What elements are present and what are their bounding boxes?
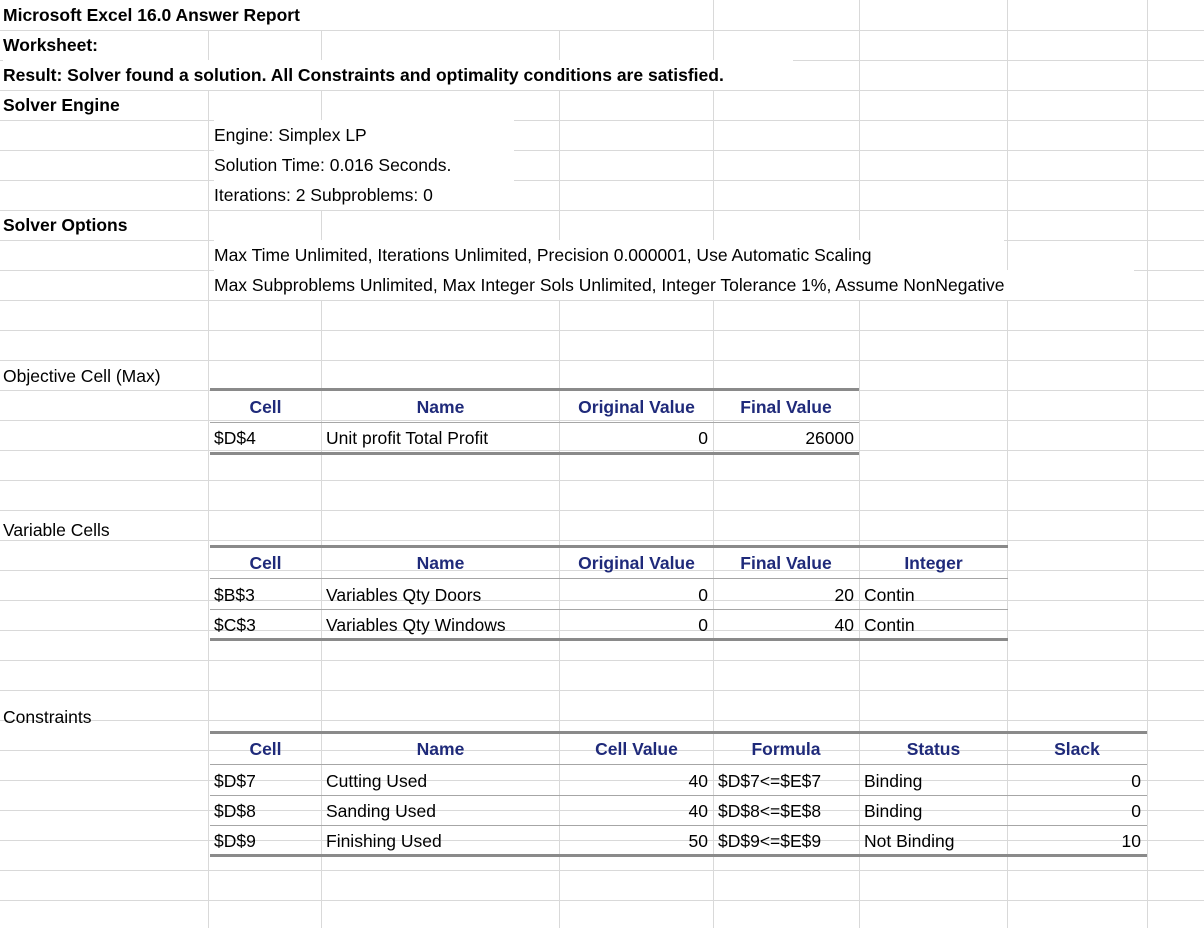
constraints-row-status[interactable]: Binding bbox=[864, 771, 923, 791]
variables-header-final[interactable]: Final Value bbox=[740, 553, 832, 573]
options-line-1[interactable]: Max Time Unlimited, Iterations Unlimited, Precision 0.000001, Use Automatic Scaling bbox=[214, 240, 1004, 270]
objective-top-border bbox=[210, 388, 859, 391]
grid-row-line bbox=[0, 660, 1204, 661]
objective-row-name[interactable]: Unit profit Total Profit bbox=[326, 428, 489, 448]
variables-row-integer[interactable]: Contin bbox=[864, 585, 915, 605]
solution-time[interactable]: Solution Time: 0.016 Seconds. bbox=[214, 150, 514, 180]
constraints-header-status[interactable]: Status bbox=[906, 739, 961, 759]
variables-row-integer[interactable]: Contin bbox=[864, 615, 915, 635]
constraints-row-name[interactable]: Finishing Used bbox=[326, 831, 442, 851]
constraints-header-underline bbox=[210, 764, 1147, 765]
constraints-header-slack[interactable]: Slack bbox=[1054, 739, 1100, 759]
objective-row-cell[interactable]: $D$4 bbox=[214, 428, 256, 448]
grid-column-line bbox=[713, 0, 714, 928]
objective-header-cell[interactable]: Cell bbox=[249, 397, 282, 417]
options-line-2[interactable]: Max Subproblems Unlimited, Max Integer Sols Unlimited, Integer Tolerance 1%, Assume NonNegative bbox=[214, 270, 1134, 300]
constraints-row-value[interactable]: 40 bbox=[688, 771, 708, 791]
variables-row-original[interactable]: 0 bbox=[698, 585, 708, 605]
variables-heading[interactable]: Variable Cells bbox=[3, 520, 110, 540]
variables-row-name[interactable]: Variables Qty Doors bbox=[326, 585, 482, 605]
grid-row-line bbox=[0, 480, 1204, 481]
objective-heading[interactable]: Objective Cell (Max) bbox=[3, 366, 161, 386]
constraints-bottom-border bbox=[210, 854, 1147, 857]
variables-header-underline bbox=[210, 578, 1008, 579]
constraints-heading[interactable]: Constraints bbox=[3, 707, 92, 727]
constraints-row-formula[interactable]: $D$7<=$E$7 bbox=[718, 771, 822, 791]
constraints-row-status[interactable]: Not Binding bbox=[864, 831, 955, 851]
constraints-row-cell[interactable]: $D$8 bbox=[214, 801, 256, 821]
grid-row-line bbox=[0, 900, 1204, 901]
objective-header-final[interactable]: Final Value bbox=[740, 397, 832, 417]
result-text[interactable]: Result: Solver found a solution. All Constraints and optimality conditions are satisfied. bbox=[3, 60, 793, 90]
constraints-header-name[interactable]: Name bbox=[416, 739, 465, 759]
grid-row-line bbox=[0, 300, 1204, 301]
constraints-row-slack[interactable]: 0 bbox=[1131, 771, 1141, 791]
objective-row-original[interactable]: 0 bbox=[698, 428, 708, 448]
objective-row-final[interactable]: 26000 bbox=[805, 428, 854, 448]
engine-type[interactable]: Engine: Simplex LP bbox=[214, 120, 514, 150]
grid-row-line bbox=[0, 690, 1204, 691]
constraints-row-slack[interactable]: 10 bbox=[1121, 831, 1141, 851]
grid-row-line bbox=[0, 120, 1204, 121]
variables-header-name[interactable]: Name bbox=[416, 553, 465, 573]
constraints-row-cell[interactable]: $D$9 bbox=[214, 831, 256, 851]
grid-row-line bbox=[0, 510, 1204, 511]
grid-row-line bbox=[0, 150, 1204, 151]
grid-column-line bbox=[859, 0, 860, 928]
constraints-row-slack[interactable]: 0 bbox=[1131, 801, 1141, 821]
variables-row-final[interactable]: 40 bbox=[834, 615, 854, 635]
constraints-row-formula[interactable]: $D$9<=$E$9 bbox=[718, 831, 822, 851]
variables-row-cell[interactable]: $C$3 bbox=[214, 615, 256, 635]
grid-column-line bbox=[1147, 0, 1148, 928]
variables-row-name[interactable]: Variables Qty Windows bbox=[326, 615, 506, 635]
objective-bottom-border bbox=[210, 452, 859, 455]
objective-header-original[interactable]: Original Value bbox=[578, 397, 695, 417]
solver-engine-heading[interactable]: Solver Engine bbox=[3, 95, 120, 115]
grid-row-line bbox=[0, 330, 1204, 331]
constraints-row-name[interactable]: Cutting Used bbox=[326, 771, 428, 791]
grid-row-line bbox=[0, 180, 1204, 181]
variables-header-integer[interactable]: Integer bbox=[904, 553, 963, 573]
report-title[interactable]: Microsoft Excel 16.0 Answer Report bbox=[3, 0, 563, 30]
variables-header-cell[interactable]: Cell bbox=[249, 553, 282, 573]
constraints-row-name[interactable]: Sanding Used bbox=[326, 801, 436, 821]
constraints-header-formula[interactable]: Formula bbox=[751, 739, 821, 759]
variables-row-final[interactable]: 20 bbox=[834, 585, 854, 605]
constraints-row-status[interactable]: Binding bbox=[864, 801, 923, 821]
constraints-row-formula[interactable]: $D$8<=$E$8 bbox=[718, 801, 822, 821]
worksheet-label[interactable]: Worksheet: bbox=[3, 35, 98, 55]
variables-row-cell[interactable]: $B$3 bbox=[214, 585, 255, 605]
variables-header-original[interactable]: Original Value bbox=[578, 553, 695, 573]
constraints-header-value[interactable]: Cell Value bbox=[595, 739, 678, 759]
solver-options-heading[interactable]: Solver Options bbox=[3, 215, 128, 235]
variables-bottom-border bbox=[210, 638, 1008, 641]
constraints-header-cell[interactable]: Cell bbox=[249, 739, 282, 759]
variables-row-original[interactable]: 0 bbox=[698, 615, 708, 635]
objective-header-name[interactable]: Name bbox=[416, 397, 465, 417]
constraints-row-value[interactable]: 50 bbox=[688, 831, 708, 851]
grid-column-line bbox=[208, 0, 209, 928]
constraints-row-value[interactable]: 40 bbox=[688, 801, 708, 821]
constraints-row-cell[interactable]: $D$7 bbox=[214, 771, 256, 791]
iterations-info[interactable]: Iterations: 2 Subproblems: 0 bbox=[214, 180, 514, 210]
grid-row-line bbox=[0, 870, 1204, 871]
